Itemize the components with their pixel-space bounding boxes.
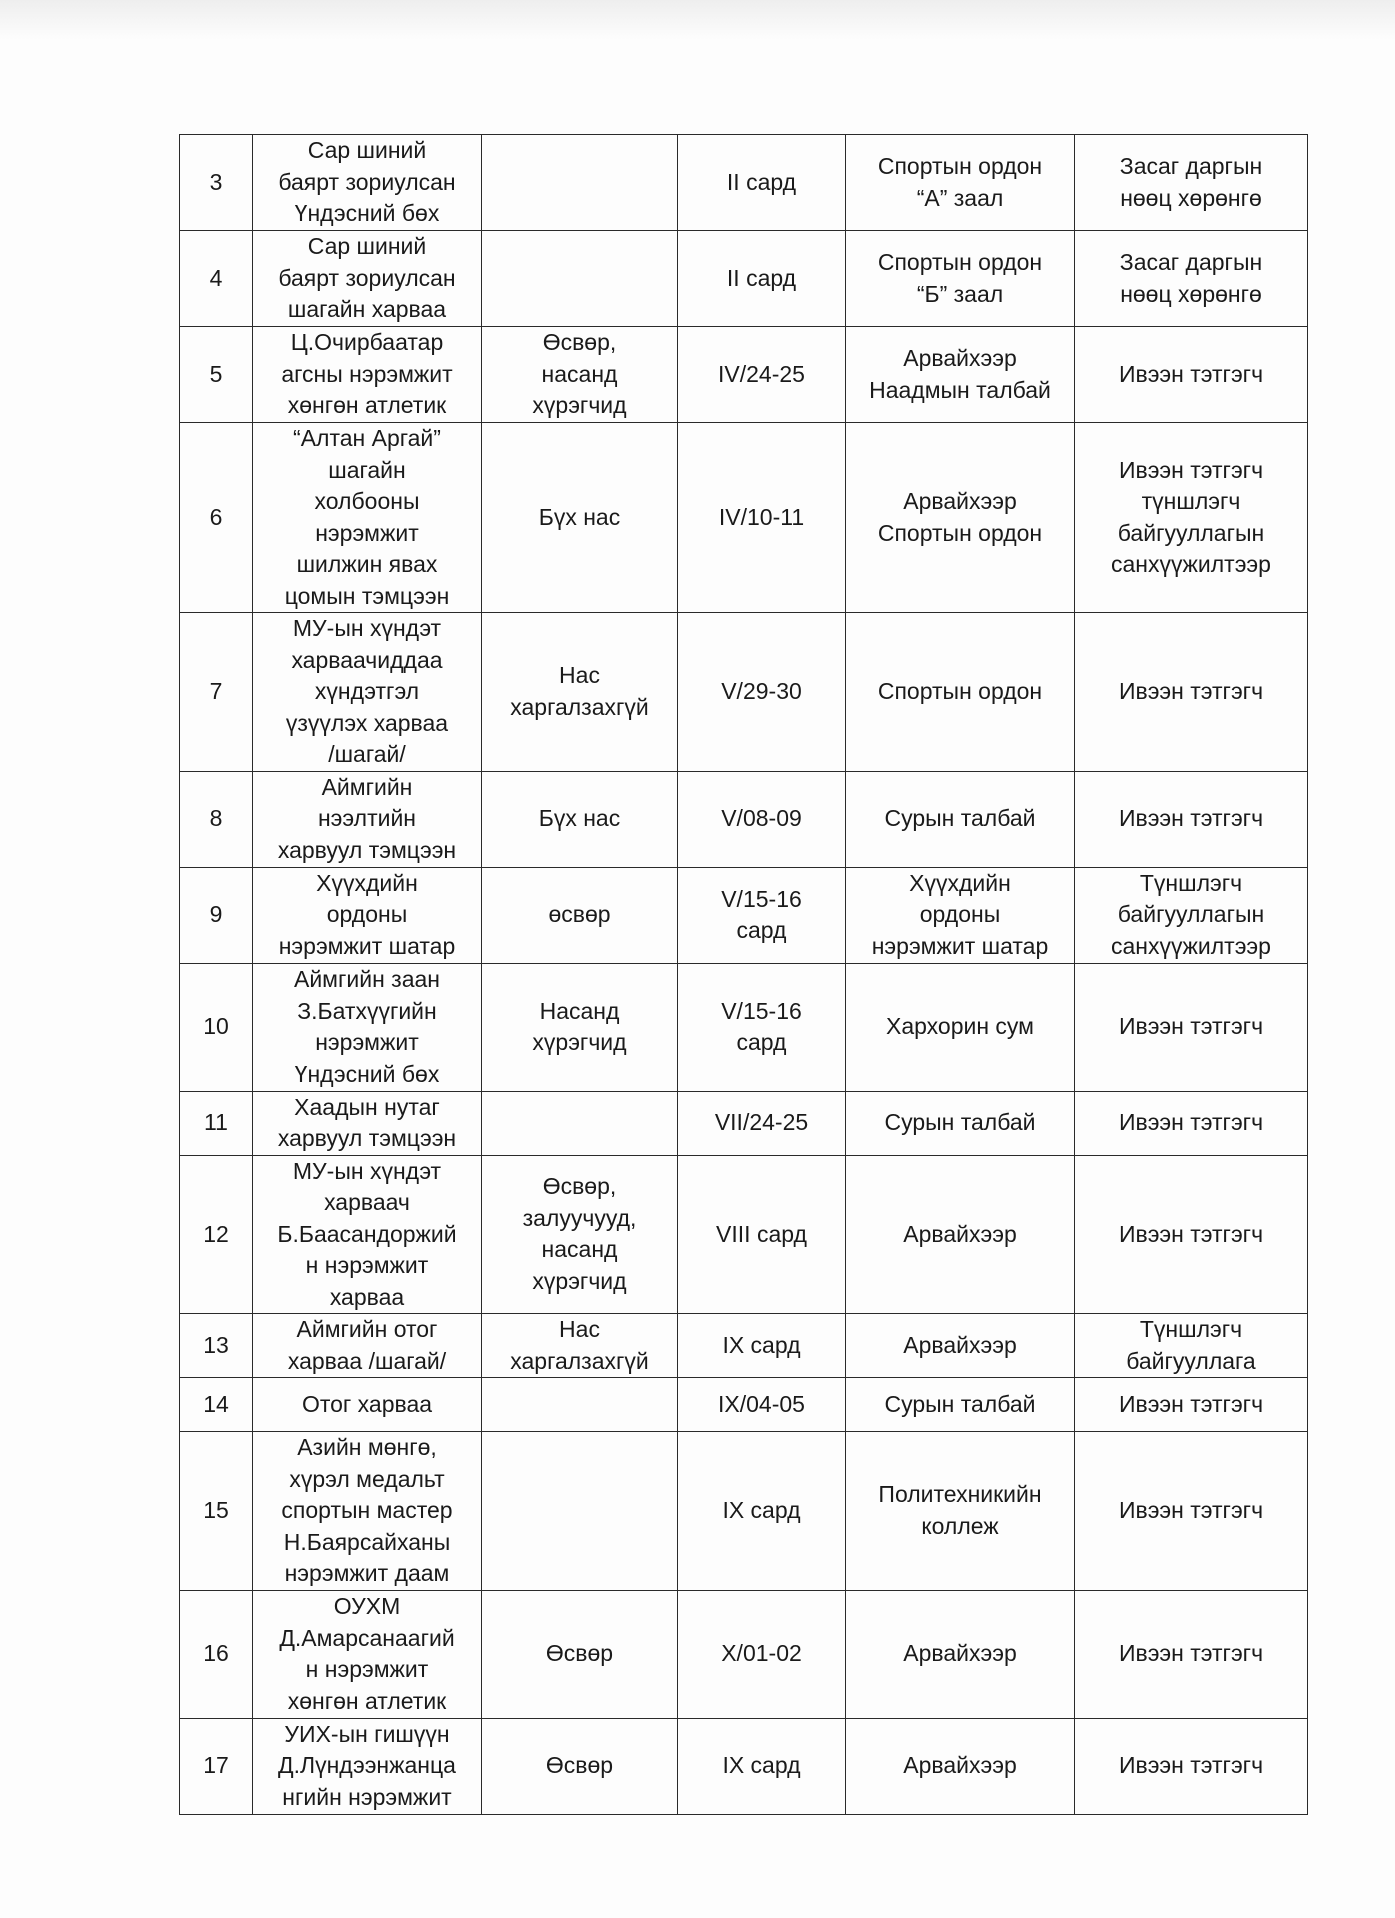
num-cell: 7 (180, 613, 253, 772)
num-cell: 4 (180, 231, 253, 327)
age-group-cell: Бүх нас (482, 771, 678, 867)
age-group-cell: Өсвөр (482, 1718, 678, 1814)
venue-cell: Политехникийн коллеж (846, 1432, 1075, 1591)
event-schedule-table (179, 134, 1308, 1815)
date-cell: IX/04-05 (678, 1378, 846, 1432)
table-row (180, 867, 1308, 963)
venue-cell: Спортын ордон (846, 613, 1075, 772)
num-cell: 10 (180, 963, 253, 1091)
venue-cell: Хүүхдийн ордоны нэрэмжит шатар (846, 867, 1075, 963)
funding-cell: Ивээн тэтгэгч (1075, 963, 1308, 1091)
venue-cell: Арвайхээр (846, 1155, 1075, 1314)
num-cell: 9 (180, 867, 253, 963)
num-cell: 3 (180, 135, 253, 231)
event-name-cell: Хаадын нутаг харвуул тэмцээн (253, 1091, 482, 1155)
date-cell: II сард (678, 135, 846, 231)
table-row (180, 1432, 1308, 1591)
event-name-cell: Азийн мөнгө, хүрэл медальт спортын мастер Н.Баярсайханы нэрэмжит даам (253, 1432, 482, 1591)
num-cell: 12 (180, 1155, 253, 1314)
event-name-cell: Аймгийн нээлтийн харвуул тэмцээн (253, 771, 482, 867)
table-row (180, 231, 1308, 327)
num-cell: 13 (180, 1314, 253, 1378)
funding-cell: Ивээн тэтгэгч (1075, 327, 1308, 423)
age-group-cell: Өсвөр (482, 1590, 678, 1718)
funding-cell: Ивээн тэтгэгч (1075, 1091, 1308, 1155)
date-cell: V/08-09 (678, 771, 846, 867)
num-cell: 8 (180, 771, 253, 867)
date-cell: IV/10-11 (678, 423, 846, 613)
date-cell: IV/24-25 (678, 327, 846, 423)
age-group-cell (482, 1378, 678, 1432)
date-cell: VIII сард (678, 1155, 846, 1314)
num-cell: 6 (180, 423, 253, 613)
age-group-cell (482, 1432, 678, 1591)
age-group-cell: Насанд хүрэгчид (482, 963, 678, 1091)
age-group-cell: өсвөр (482, 867, 678, 963)
date-cell: X/01-02 (678, 1590, 846, 1718)
age-group-cell: Өсвөр, залуучууд, насанд хүрэгчид (482, 1155, 678, 1314)
funding-cell: Ивээн тэтгэгч (1075, 1590, 1308, 1718)
funding-cell: Засаг даргын нөөц хөрөнгө (1075, 231, 1308, 327)
event-name-cell: ОУХМ Д.Амарсанаагий н нэрэмжит хөнгөн атлетик (253, 1590, 482, 1718)
event-name-cell: Хүүхдийн ордоны нэрэмжит шатар (253, 867, 482, 963)
date-cell: II сард (678, 231, 846, 327)
table-row (180, 135, 1308, 231)
event-name-cell: Сар шиний баярт зориулсан Үндэсний бөх (253, 135, 482, 231)
funding-cell: Түншлэгч байгууллага (1075, 1314, 1308, 1378)
funding-cell: Ивээн тэтгэгч (1075, 1378, 1308, 1432)
venue-cell: Спортын ордон “Б” заал (846, 231, 1075, 327)
num-cell: 5 (180, 327, 253, 423)
funding-cell: Ивээн тэтгэгч (1075, 613, 1308, 772)
venue-cell: Хархорин сум (846, 963, 1075, 1091)
event-name-cell: Сар шиний баярт зориулсан шагайн харваа (253, 231, 482, 327)
date-cell: V/15-16 сард (678, 867, 846, 963)
table-row (180, 1155, 1308, 1314)
table-row (180, 963, 1308, 1091)
venue-cell: Арвайхээр Спортын ордон (846, 423, 1075, 613)
table-row (180, 613, 1308, 772)
age-group-cell: Бүх нас (482, 423, 678, 613)
date-cell: IX сард (678, 1718, 846, 1814)
venue-cell: Арвайхээр (846, 1314, 1075, 1378)
event-name-cell: Аймгийн отог харваа /шагай/ (253, 1314, 482, 1378)
table-row (180, 1314, 1308, 1378)
funding-cell: Ивээн тэтгэгч (1075, 1432, 1308, 1591)
event-name-cell: “Алтан Аргай” шагайн холбооны нэрэмжит шилжин явах цомын тэмцээн (253, 423, 482, 613)
venue-cell: Арвайхээр (846, 1590, 1075, 1718)
table-row (180, 1590, 1308, 1718)
venue-cell: Спортын ордон “А” заал (846, 135, 1075, 231)
funding-cell: Ивээн тэтгэгч (1075, 1155, 1308, 1314)
scan-edge (0, 0, 1395, 40)
funding-cell: Засаг даргын нөөц хөрөнгө (1075, 135, 1308, 231)
table-row (180, 423, 1308, 613)
date-cell: VII/24-25 (678, 1091, 846, 1155)
age-group-cell: Өсвөр, насанд хүрэгчид (482, 327, 678, 423)
event-name-cell: МУ-ын хүндэт харваач Б.Баасандоржий н нэрэмжит харваа (253, 1155, 482, 1314)
num-cell: 16 (180, 1590, 253, 1718)
num-cell: 14 (180, 1378, 253, 1432)
event-name-cell: Аймгийн заан З.Батхүүгийн нэрэмжит Үндэсний бөх (253, 963, 482, 1091)
table-row (180, 771, 1308, 867)
age-group-cell (482, 135, 678, 231)
venue-cell: Арвайхээр (846, 1718, 1075, 1814)
event-name-cell: УИХ-ын гишүүн Д.Лүндээнжанца нгийн нэрэмжит (253, 1718, 482, 1814)
funding-cell: Ивээн тэтгэгч (1075, 1718, 1308, 1814)
date-cell: IX сард (678, 1432, 846, 1591)
venue-cell: Сурын талбай (846, 771, 1075, 867)
table-row (180, 1378, 1308, 1432)
age-group-cell (482, 1091, 678, 1155)
event-name-cell: Отог харваа (253, 1378, 482, 1432)
event-name-cell: Ц.Очирбаатар агсны нэрэмжит хөнгөн атлетик (253, 327, 482, 423)
funding-cell: Ивээн тэтгэгч түншлэгч байгууллагын санхүүжилтээр (1075, 423, 1308, 613)
venue-cell: Сурын талбай (846, 1091, 1075, 1155)
table-row (180, 327, 1308, 423)
venue-cell: Арвайхээр Наадмын талбай (846, 327, 1075, 423)
date-cell: V/15-16 сард (678, 963, 846, 1091)
age-group-cell: Нас харгалзахгүй (482, 613, 678, 772)
age-group-cell: Нас харгалзахгүй (482, 1314, 678, 1378)
num-cell: 17 (180, 1718, 253, 1814)
table-row (180, 1091, 1308, 1155)
num-cell: 11 (180, 1091, 253, 1155)
date-cell: IX сард (678, 1314, 846, 1378)
table-row (180, 1718, 1308, 1814)
venue-cell: Сурын талбай (846, 1378, 1075, 1432)
age-group-cell (482, 231, 678, 327)
funding-cell: Ивээн тэтгэгч (1075, 771, 1308, 867)
num-cell: 15 (180, 1432, 253, 1591)
event-name-cell: МУ-ын хүндэт харваачиддаа хүндэтгэл үзүүлэх харваа /шагай/ (253, 613, 482, 772)
date-cell: V/29-30 (678, 613, 846, 772)
funding-cell: Түншлэгч байгууллагын санхүүжилтээр (1075, 867, 1308, 963)
